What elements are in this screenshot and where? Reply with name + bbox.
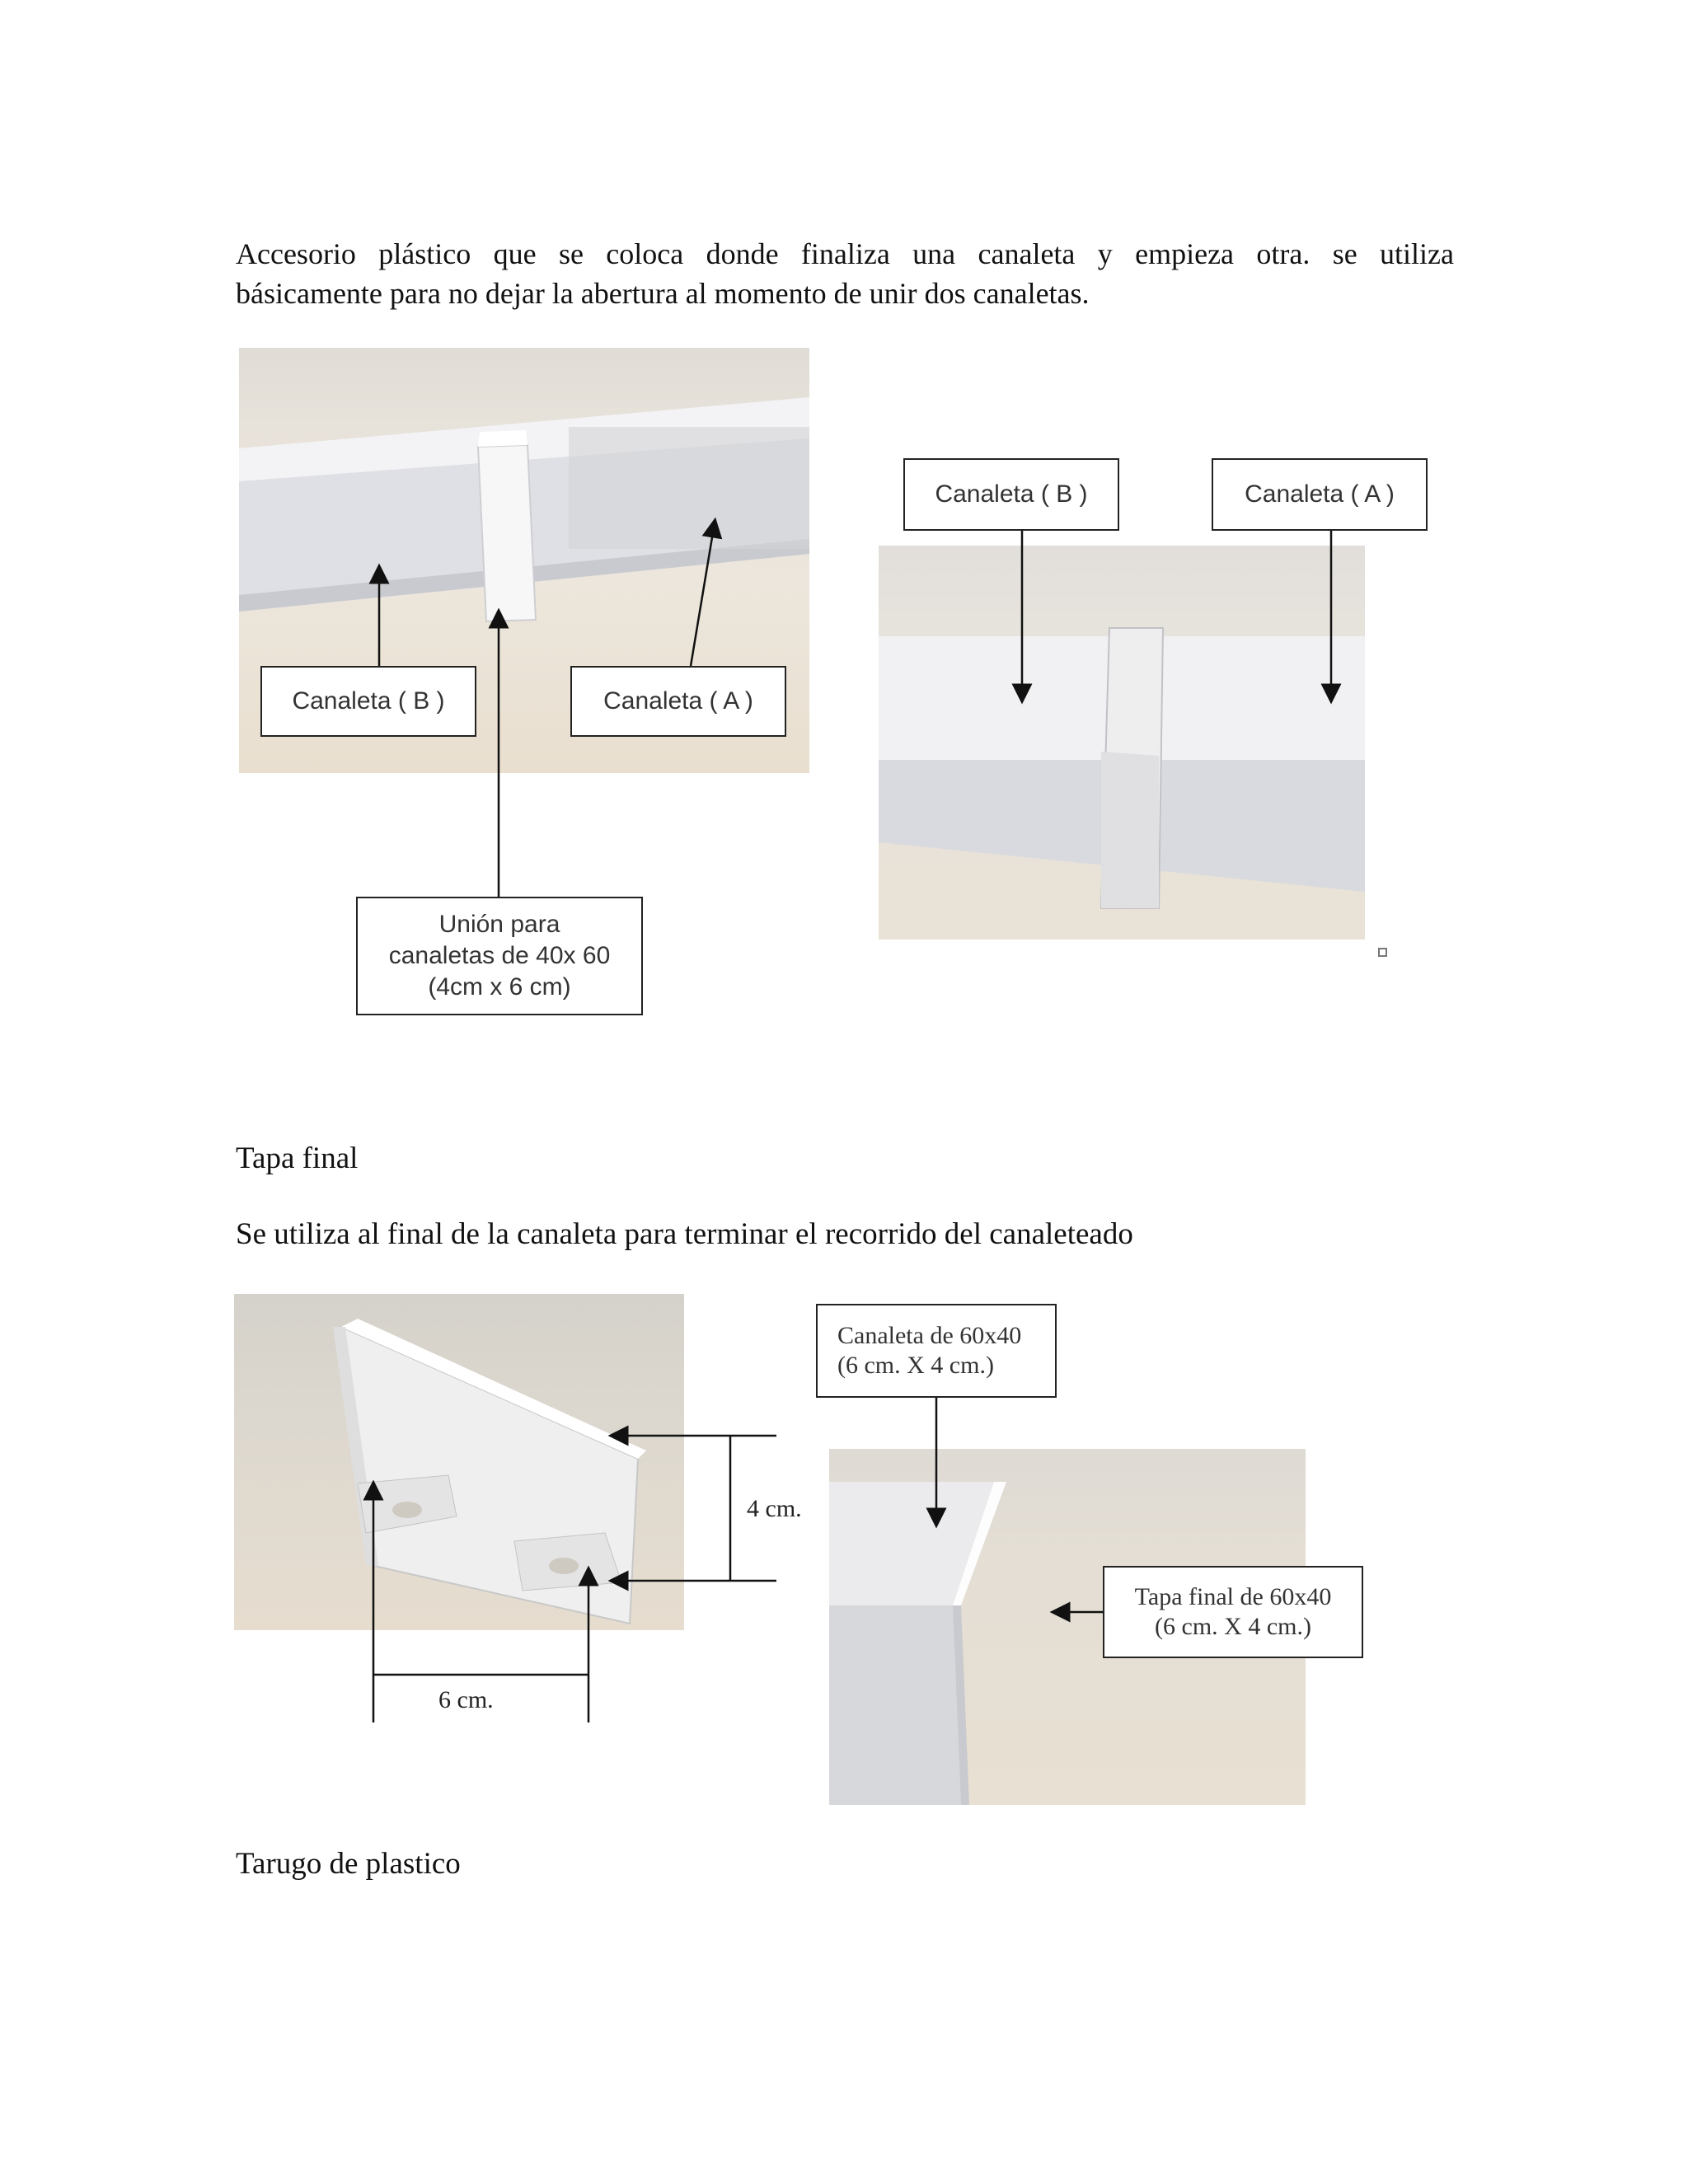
heading-tapa-final: Tapa final (236, 1141, 359, 1175)
label-right-canaleta-b-text: Canaleta ( B ) (935, 480, 1088, 508)
label-tapa-60x40-line-1: Tapa final de 60x40 (1134, 1583, 1332, 1610)
label-right-canaleta-a (1212, 458, 1428, 531)
label-left-canaleta-b (260, 666, 476, 737)
label-union (356, 897, 643, 1015)
arrow-left-canaleta-a (691, 527, 714, 666)
intro-line-1: Accesorio plástico que se coloca donde finaliza una canaleta y empieza otra. se utiliza (236, 237, 1454, 270)
label-union-line-1: Unión para (438, 911, 560, 938)
label-canaleta-60x40 (816, 1304, 1057, 1398)
label-union-line-2: canaletas de 40x 60 (388, 942, 611, 969)
intro-line-2: básicamente para no dejar la abertura al momento de unir dos canaletas. (236, 277, 1090, 310)
label-union-line-3: (4cm x 6 cm) (428, 973, 571, 1001)
label-canaleta-60x40-line-1: Canaleta de 60x40 (837, 1322, 1022, 1349)
label-tapa-60x40 (1103, 1566, 1363, 1658)
label-tapa-60x40-line-2: (6 cm. X 4 cm.) (1155, 1613, 1311, 1640)
heading-tarugo: Tarugo de plastico (236, 1847, 461, 1881)
label-left-canaleta-a (570, 666, 786, 737)
label-right-canaleta-b (903, 458, 1119, 531)
label-right-canaleta-a-text: Canaleta ( A ) (1245, 480, 1395, 508)
tapa-description: Se utiliza al final de la canaleta para terminar el recorrido del canaleteado (236, 1217, 1133, 1251)
label-canaleta-60x40-line-2: (6 cm. X 4 cm.) (837, 1352, 994, 1379)
label-left-canaleta-b-text: Canaleta ( B ) (292, 687, 445, 715)
dimension-width-label: 6 cm. (438, 1686, 494, 1713)
label-left-canaleta-a-text: Canaleta ( A ) (603, 687, 753, 715)
dimension-height-label: 4 cm. (747, 1495, 802, 1522)
